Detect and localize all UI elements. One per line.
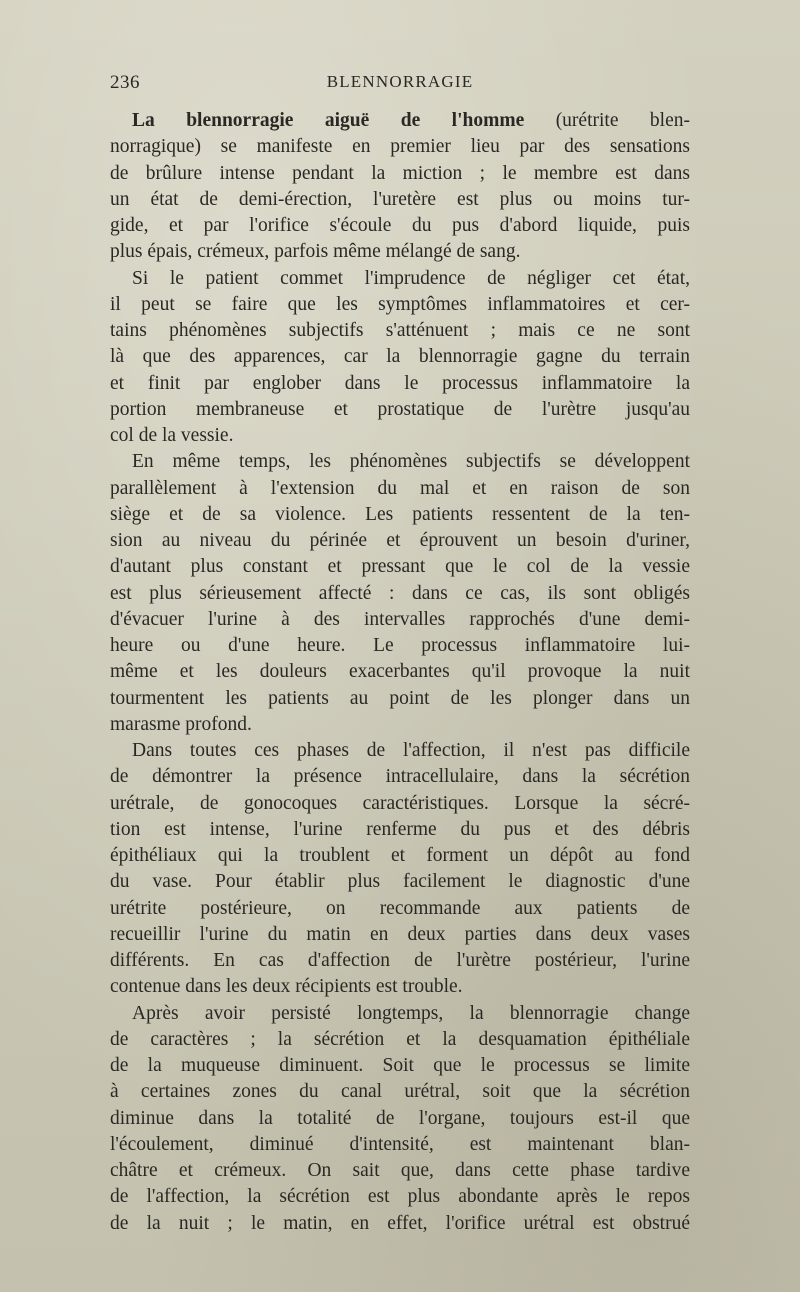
text-line: épithéliaux qui la troublent et forment un dépôt au fond xyxy=(110,845,690,866)
text-line: gide, et par l'orifice s'écoule du pus d'abord liquide, puis xyxy=(110,215,690,236)
text-line: est plus sérieusement affecté : dans ce cas, ils sont obligés xyxy=(110,582,690,604)
body-text xyxy=(110,108,690,1237)
paragraph-2 xyxy=(110,266,690,450)
text-line: urétrite postérieure, on recommande aux patients de xyxy=(110,897,690,919)
text-line: Si le patient commet l'imprudence de négliger cet état, xyxy=(132,267,690,289)
paragraph-5 xyxy=(110,1001,690,1237)
text-line: Après avoir persisté longtemps, la blennorragie change xyxy=(132,1002,690,1024)
text-line: de la nuit ; le matin, en effet, l'orifice urétral est obstrué xyxy=(110,1212,690,1234)
text-line: tains phénomènes subjectifs s'atténuent ; mais ce ne sont xyxy=(110,320,690,341)
text-line: d'évacuer l'urine à des intervalles rapprochés d'une demi- xyxy=(110,608,690,630)
text-line: même et les douleurs exacerbantes qu'il provoque la nuit xyxy=(110,661,690,683)
text-line: d'autant plus constant et pressant que le col de la vessie xyxy=(110,556,690,578)
text-line: il peut se faire que les symptômes inflammatoires et cer- xyxy=(110,293,690,315)
text-line: norragique) se manifeste en premier lieu par des sensations xyxy=(110,136,690,158)
running-head: BLENNORRAGIE xyxy=(326,72,474,91)
text-line: de brûlure intense pendant la miction ; le membre est dans xyxy=(110,162,690,184)
text-line: parallèlement à l'extension du mal et en raison de son xyxy=(110,477,690,499)
text-line xyxy=(110,108,690,134)
text-line: de démontrer la présence intracellulaire, dans la sécrétion xyxy=(110,766,690,788)
text-line: recueillir l'urine du matin en deux parties dans deux vases xyxy=(110,923,690,945)
text-line: là que des apparences, car la blennorragie gagne du terrain xyxy=(110,346,690,368)
text-line: du vase. Pour établir plus facilement le diagnostic d'une xyxy=(110,871,690,893)
text-line: En même temps, les phénomènes subjectifs se développent xyxy=(132,451,690,473)
page-number: 236 xyxy=(110,72,140,93)
text-line: Dans toutes ces phases de l'affection, il n'est pas difficile xyxy=(132,740,690,761)
text-line: portion membraneuse et prostatique de l'urètre jusqu'au xyxy=(110,398,690,420)
bold-lead-phrase: La blennorragie aiguë de l'homme xyxy=(132,110,525,131)
page-header xyxy=(110,72,690,98)
text-line: à certaines zones du canal urétral, soit que la sécrétion xyxy=(110,1081,690,1103)
text-line: diminue dans la totalité de l'organe, toujours est-il que xyxy=(110,1107,690,1129)
text-line: contenue dans les deux récipients est trouble. xyxy=(110,976,463,998)
text-line: différents. En cas d'affection de l'urètre postérieur, l'urine xyxy=(110,950,690,971)
text-run: (urétrite blen- xyxy=(524,110,690,131)
paragraph-1 xyxy=(110,108,690,266)
text-line: heure ou d'une heure. Le processus inflammatoire lui- xyxy=(110,635,690,656)
text-line: siège et de sa violence. Les patients ressentent de la ten- xyxy=(110,503,690,525)
text-line: de l'affection, la sécrétion est plus abondante après le repos xyxy=(110,1186,690,1208)
text-line: un état de demi-érection, l'uretère est plus ou moins tur- xyxy=(110,188,690,210)
text-line: tion est intense, l'urine renferme du pus et des débris xyxy=(110,818,690,840)
paragraph-3 xyxy=(110,449,690,738)
text-line: marasme profond. xyxy=(110,713,252,735)
text-line: l'écoulement, diminué d'intensité, est maintenant blan- xyxy=(110,1133,690,1155)
text-line: de caractères ; la sécrétion et la desquamation épithéliale xyxy=(110,1028,690,1050)
text-line: de la muqueuse diminuent. Soit que le processus se limite xyxy=(110,1055,690,1076)
text-line: châtre et crémeux. On sait que, dans cette phase tardive xyxy=(110,1160,690,1181)
text-line: tourmentent les patients au point de les plonger dans un xyxy=(110,687,690,709)
text-line: et finit par englober dans le processus inflammatoire la xyxy=(110,372,690,394)
text-line: col de la vessie. xyxy=(110,425,234,446)
text-line: plus épais, crémeux, parfois même mélangé de sang. xyxy=(110,241,521,263)
text-line: sion au niveau du périnée et éprouvent un besoin d'uriner, xyxy=(110,530,690,551)
text-line: urétrale, de gonocoques caractéristiques. Lorsque la sécré- xyxy=(110,792,690,814)
paragraph-4 xyxy=(110,738,690,1001)
